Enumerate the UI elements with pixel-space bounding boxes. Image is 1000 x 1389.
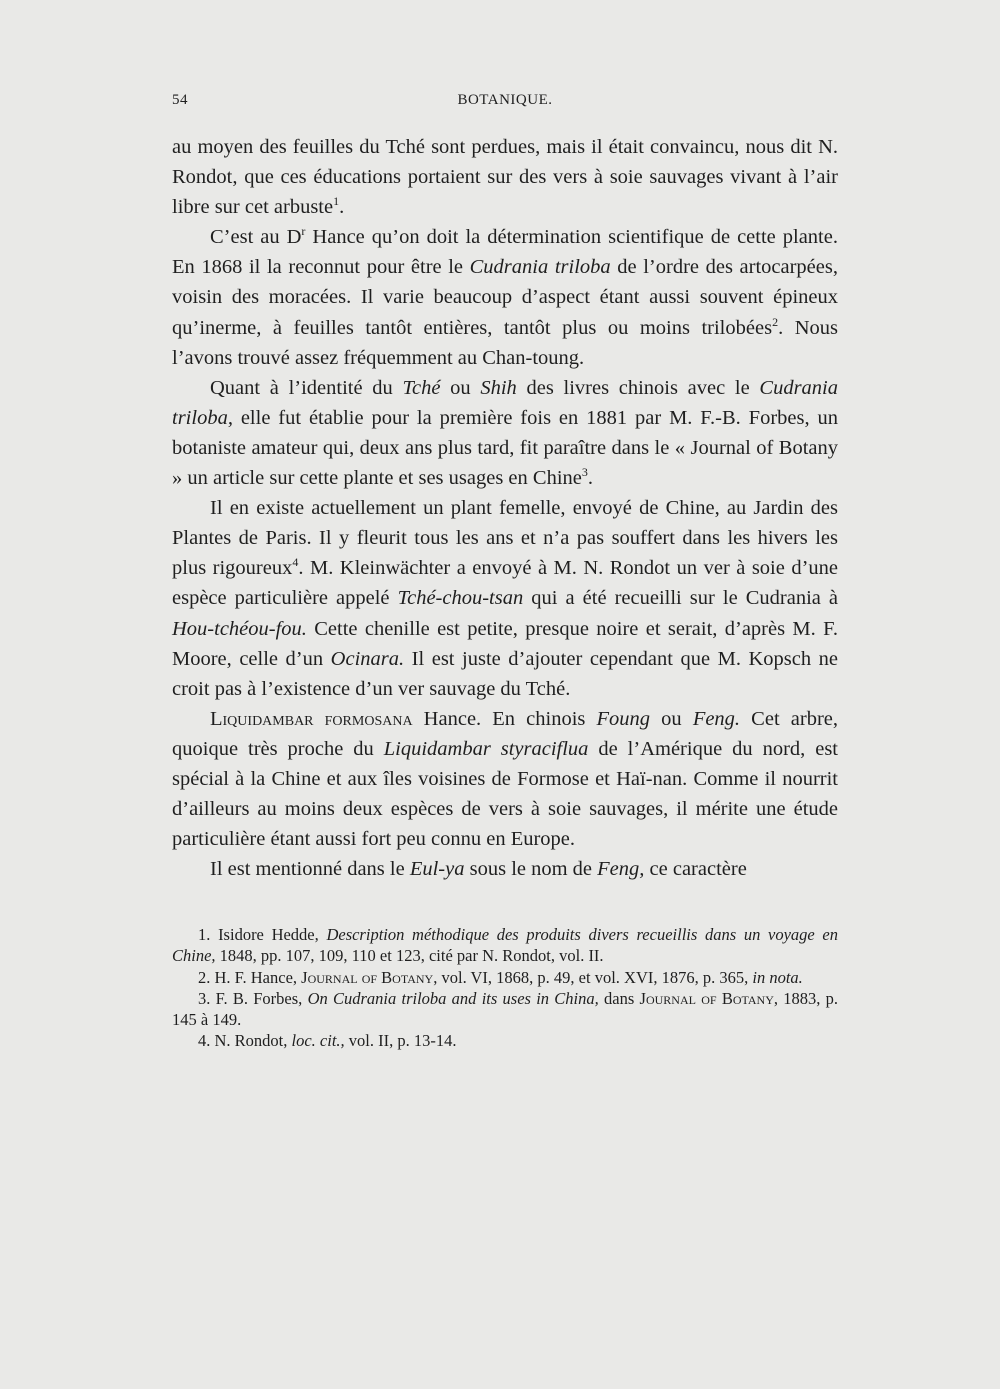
italic-term: Ocinara.: [330, 647, 405, 670]
text-run: . Nous l’avons trouvé assez fréquemment au Chan-toung.: [172, 316, 838, 369]
text-run: .: [587, 467, 593, 490]
text-run: .: [339, 196, 345, 219]
text-run: de l’ordre des artocarpées, voisin des moracées. Il varie beaucoup d’aspect étant aussi souvent épineux qu’inerme, à feuilles tantôt entières, tantôt plus ou moins trilobées: [172, 256, 838, 339]
journal-name: Journal of Botany: [639, 988, 774, 1008]
text-run: 3. F. B. Forbes,: [198, 988, 308, 1008]
footnote-ref-2: 2: [772, 314, 779, 329]
footnote-4: [172, 1030, 838, 1051]
text-run: au moyen des feuilles du Tché sont perdues, mais il était convaincu, nous dit N. Rondot, que ces éducations portaient sur des vers à soie sauvages vivant à l’air libre sur cet arbuste: [172, 136, 838, 219]
paragraph-4: [172, 493, 838, 704]
text-run: Cet arbre, quoique très proche du: [172, 707, 839, 760]
text-run: Hance. En chinois: [412, 707, 597, 730]
text-run: ce caractère: [644, 858, 747, 881]
paragraph-2: [172, 222, 838, 372]
text-run: Il en existe actuellement un plant femelle, envoyé de Chine, au Jardin des Plantes de Paris. Il y fleurit tous les ans et n’a pas souffert dans les hivers les plus rigoureux: [172, 497, 838, 580]
paragraph-6: [172, 854, 838, 884]
doctor-abbrev-sup: r: [301, 224, 306, 239]
italic-term: Foung: [596, 707, 651, 730]
footnote-ref-3: 3: [581, 465, 588, 480]
text-run: ou: [440, 376, 481, 399]
italic-term: Hou-tchéou-fou.: [172, 617, 307, 640]
journal-name: Journal of Botany: [301, 967, 434, 987]
italic-title: On Cudrania triloba and its uses in China,: [307, 988, 599, 1008]
italic-term: Eul-ya: [409, 858, 465, 881]
running-header: [172, 92, 838, 116]
italic-term: Liquidambar styraciflua: [383, 737, 589, 760]
text-run: 2. H. F. Hance,: [198, 967, 302, 987]
main-text: [172, 132, 838, 884]
text-run: , 1883, p. 145 à 149.: [172, 988, 838, 1030]
text-run: 1. Isidore Hedde,: [198, 925, 327, 944]
text-run: sous le nom de: [464, 858, 598, 881]
italic-term: Shih: [480, 376, 517, 399]
paragraph-3: [172, 373, 838, 493]
footnotes: [172, 924, 838, 1052]
italic-term: in nota.: [752, 967, 803, 987]
text-run: Il est mentionné dans le: [210, 858, 410, 881]
footnote-3: [172, 988, 838, 1031]
text-run: elle fut établie pour la première fois en 1881 par M. F.-B. Forbes, un botaniste amateur qui, deux ans plus tard, fit paraître dans le « Journal of Botany » un article sur cette plante et ses usages en Chine: [172, 406, 838, 490]
footnote-1: [172, 924, 838, 967]
text-run: C’est au D: [210, 226, 302, 249]
italic-term: Tché-chou-tsan: [397, 587, 524, 610]
text-run: vol. II, p. 13-14.: [344, 1031, 457, 1051]
text-run: Quant à l’identité du: [210, 376, 403, 399]
italic-term: Feng,: [597, 858, 645, 881]
text-run: 1848, pp. 107, 109, 110 et 123, cité par N. Rondot, vol. II.: [215, 946, 604, 966]
paragraph-1: [172, 132, 838, 222]
text-run: des livres chinois avec le: [516, 376, 760, 399]
italic-term: Cudrania triloba,: [172, 376, 839, 429]
text-run: de l’Amérique du nord, est spécial à la Chine et aux îles voisines de Formose et Haï-nan. Comme il nourrit d’ailleurs au moins deux espèces de vers à soie sauvages, il mérite une étude particulière étant aussi fort peu connu en Europe.: [172, 737, 838, 851]
footnote-ref-4: 4: [292, 555, 299, 570]
page-number: 54: [172, 92, 188, 108]
footnote-2: [172, 967, 838, 988]
footnote-ref-1: 1: [333, 194, 340, 209]
text-run: . M. Kleinwächter a envoyé à M. N. Rondot un ver à soie d’une espèce particulière appelé: [172, 557, 838, 610]
italic-term: Tché: [402, 376, 441, 399]
text-run: dans: [598, 988, 640, 1008]
species-heading: Liquidambar formosana: [210, 707, 413, 730]
text-run: qui a été recueilli sur le Cudrania à: [523, 587, 838, 610]
italic-term: Cudrania triloba: [469, 256, 611, 279]
text-run: 4. N. Rondot,: [198, 1031, 292, 1051]
text-run: Hance qu’on doit la détermination scientifique de cette plante. En 1868 il la reconnut pour être le: [172, 226, 838, 279]
text-run: ou: [650, 707, 693, 730]
italic-term: loc. cit.,: [291, 1031, 345, 1051]
paragraph-5: [172, 704, 838, 854]
running-title: BOTANIQUE.: [457, 92, 553, 108]
text-run: Cette chenille est petite, presque noire et serait, d’après M. F. Moore, celle d’un: [172, 617, 838, 670]
text-run: , vol. VI, 1868, p. 49, et vol. XVI, 1876, p. 365,: [433, 967, 753, 987]
italic-title: Description méthodique des produits divers recueillis dans un voyage en Chine,: [172, 925, 838, 966]
text-run: Il est juste d’ajouter cependant que M. Kopsch ne croit pas à l’existence d’un ver sauvage du Tché.: [172, 647, 839, 700]
italic-term: Feng.: [692, 707, 741, 730]
